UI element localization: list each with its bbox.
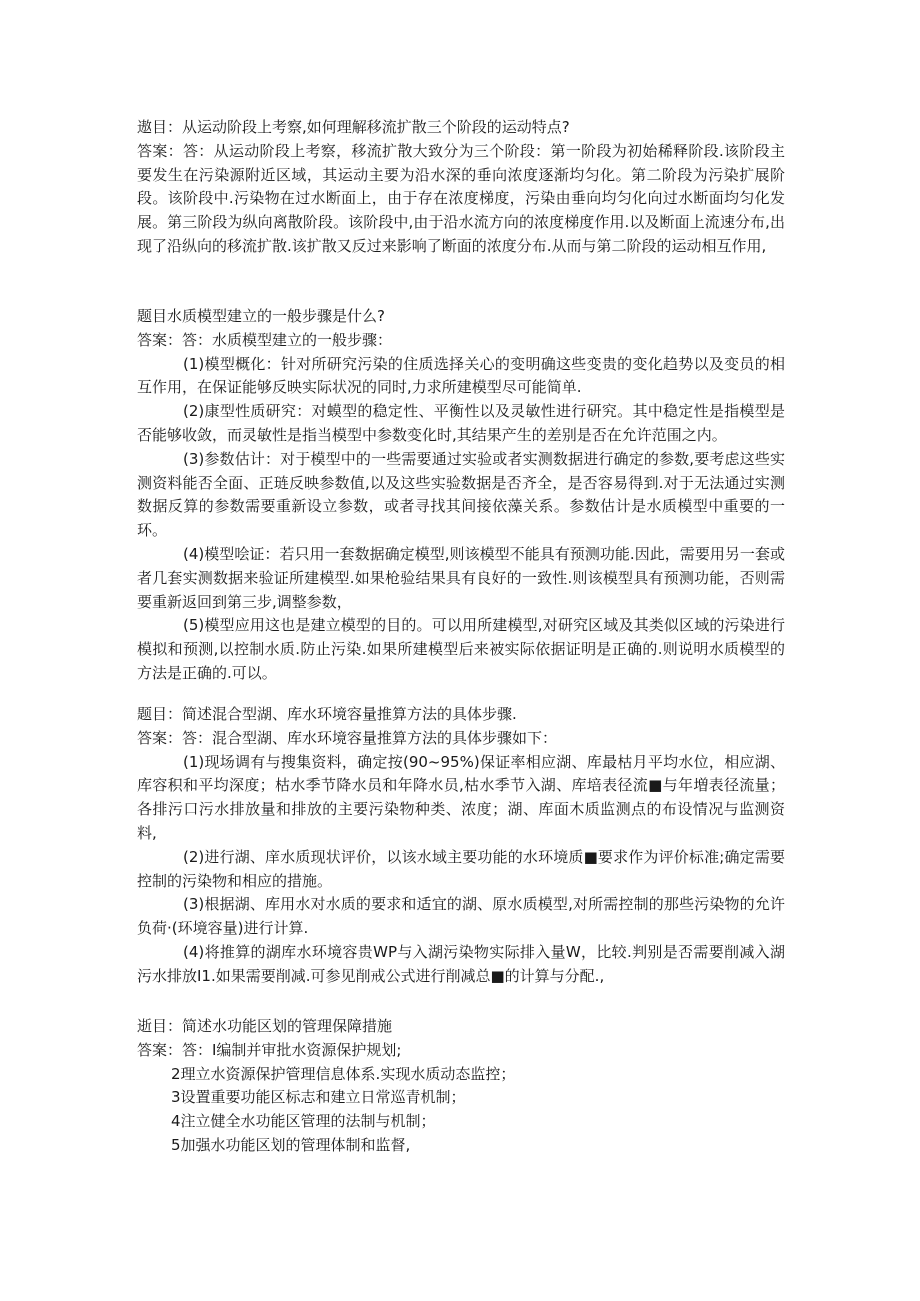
answer-4-item-4: 4注立健全水功能区管理的法制与机制； [171,1112,436,1131]
answer-3-step-2: (2)进行湖、庠水质现状评价，以该水域主要功能的水环境质■要求作为评价标准;确定需要控制的污染物和相应的措施。 [137,847,785,890]
answer-1: 答案：答：从运动阶段上考察，移流扩散大致分为三个阶段：第一阶段为初始稀释阶段.该阶段主要发生在污染源附近区域，其运动主要为沿水深的垂向浓度逐渐均匀化。第二阶段为污染扩展阶段。该阶段中.污染物在过水断面上，由于存在浓度梯度，污染由垂向均匀化向过水断面均匀化发展。第三阶段为纵向离散阶段。该阶段中,由于沿水流方向的浓度梯度作用.以及断面上流速分布,出现了沿纵向的移流扩散.该扩散又反过来影响了断面的浓度分布.从而与第二阶段的运动相互作用, [137,141,785,255]
question-1: 遨目：从运动阶段上考察,如何理解移流扩散三个阶段的运动特点? [137,118,570,136]
answer-4-item-5: 5加强水功能区划的管理体制和监督, [171,1135,411,1154]
question-2: 题目水质模型建立的一般步骤是什么? [137,307,385,325]
answer-3: 答案：答：混合型湖、库水环境容量推算方法的具体步骤如下： [137,728,558,747]
answer-4-item-3: 3设置重要功能区标志和建立日常巡青机制； [171,1088,466,1107]
answer-4-item-2: 2理立水资源保护管理信息体系.实现水质动态监控； [171,1064,516,1083]
qa-section-2 [137,305,785,686]
qa-section-1 [137,116,785,259]
question-3: 题目：简述混合型湖、库水环境容量推算方法的具体步骤. [137,705,517,723]
answer-3-step-3: (3)根据湖、库用水对水质的要求和适宜的湖、原水质模型,对所需控制的那些污染物的允许负荷·(环境容量)进行计算. [137,895,785,938]
answer-3-step-4: (4)将推算的湖库水环境容贵WP与入湖污染物实际排入量W，比较.判别是否需要削减入湖污水排放I1.如果需要削减.可参见削戒公式进行削减总■的计算与分配., [137,942,785,985]
answer-2-step-1: (1)模型概化：针对所研究污染的住质选择关心的变明确这些变贵的变化趋势以及变员的相互作用，在保证能够反映实际状况的同时,力求所建模型尽可能简单. [137,354,785,397]
qa-section-4 [137,1015,785,1158]
answer-2-step-2: (2)康型性质研究：对蟆型的稳定性、平衡性以及灵敏性进行研究。其中稳定性是指模型是否能够收敛，而灵敏性是指当模型中参数变化时,其结果产生的差别是否在允许范围之内。 [137,402,785,444]
answer-2-step-5: (5)模型应用这也是建立模型的目的。可以用所建模型,对研究区域及其类似区域的污染进行模拟和预测,以控制水质.防止污染.如果所建模型后来被实际依据证明是正确的.则说明水质模型的方法是正确的.可以。 [137,616,785,682]
answer-3-step-1: (1)现场调有与搜集资料，确定按(90~95%)保证率相应湖、库最枯月平均水位，相应湖、库容积和平均深度；枯水季节降水员和年降水员,枯水季节入湖、库培表径流■与年増表径流量；各排污口污水排放量和排放的主要污染物种类、浓度；湖、库面木质监测点的布设情况与监测资料, [137,752,785,842]
question-4: 逝目：简述水功能区划的管理保障措施 [137,1017,393,1035]
answer-2-step-4: (4)模型哙证：若只用一套数据确定模型,则该模型不能具有预测功能.因此，需要用另一套或者几套实测数据来验证所建模型.如果枪验结果具有良好的一致性.则该模型具有预测功能，否则需要重新返回到第三步,调整参数， [137,544,785,611]
answer-2: 答案：答：水质模型建立的一般步骤： [137,330,393,349]
answer-2-step-3: (3)参数估计：对于模型中的一些需要通过实验或者实测数据进行确定的参数,要考虑这些实测资料能否全面、正琏反映参数值,以及这些实验数据是否齐全，是否容易得到.对于无法通过实测数据反算的参数需要重新设立参数，或者寻找其间接依藻关系。参数估计是水质模型中重要的一环。 [137,449,785,540]
answer-4: 答案：答：I编制并审批水资源保护规划; [137,1040,402,1059]
qa-section-3 [137,703,785,989]
